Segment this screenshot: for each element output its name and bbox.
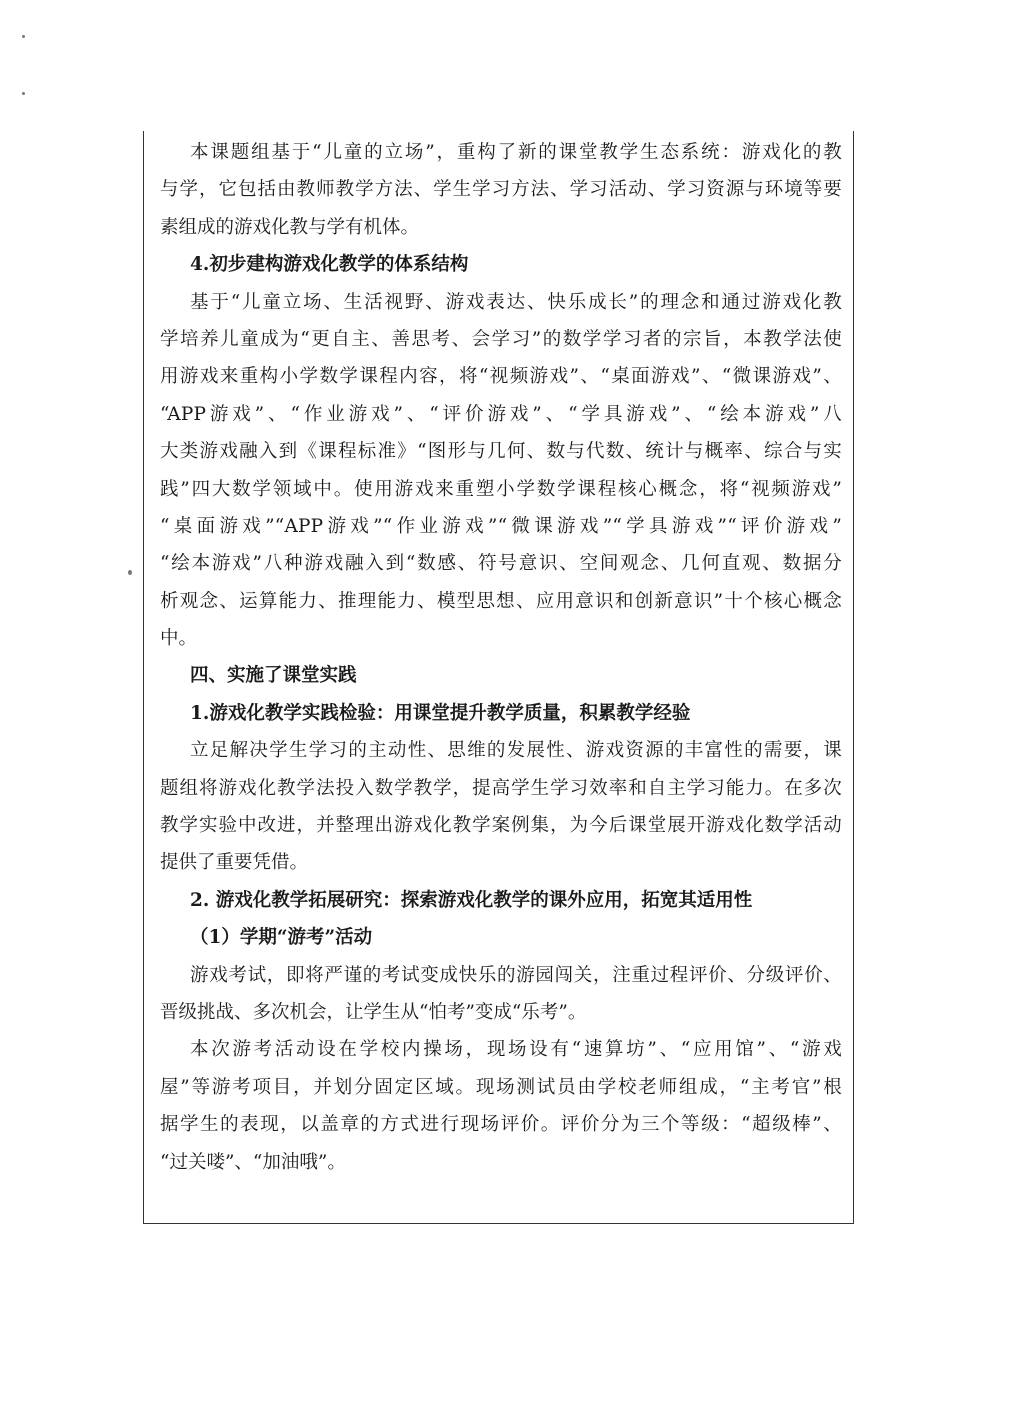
text-line: 题组将游戏化教学法投入数学教学，提高学生学习效率和自主学习能力。在多次 <box>160 777 842 799</box>
section-heading: 4.初步建构游戏化教学的体系结构 <box>190 254 469 276</box>
text-line: “桌面游戏”“APP游戏”“作业游戏”“微课游戏”“学具游戏”“评价游戏” <box>160 515 842 537</box>
text-line: 素组成的游戏化教与学有机体。 <box>160 216 420 238</box>
text-line: 屋”等游考项目，并划分固定区域。现场测试员由学校老师组成，“主考官”根 <box>160 1076 842 1098</box>
text-line: 本课题组基于“儿童的立场”，重构了新的课堂教学生态系统：游戏化的教 <box>190 142 842 163</box>
text-line: 用游戏来重构小学数学课程内容，将“视频游戏”、“桌面游戏”、“微课游戏”、 <box>160 366 842 388</box>
text-line: 游戏考试，即将严谨的考试变成快乐的游园闯关，注重过程评价、分级评价、 <box>190 964 842 986</box>
section-heading: 1.游戏化教学实践检验：用课堂提升教学质量，积累教学经验 <box>190 702 691 724</box>
scan-speck <box>22 35 25 38</box>
text-line: 立足解决学生学习的主动性、思维的发展性、游戏资源的丰富性的需要，课 <box>190 740 842 762</box>
text-line: 析观念、运算能力、推理能力、模型思想、应用意识和创新意识”十个核心概念 <box>160 590 842 612</box>
text-line: 晋级挑战、多次机会，让学生从“怕考”变成“乐考”。 <box>160 1001 587 1023</box>
text-line: 提供了重要凭借。 <box>160 852 309 874</box>
text-line: 践”四大数学领域中。使用游戏来重塑小学数学课程核心概念，将“视频游戏” <box>160 478 842 500</box>
text-line: 据学生的表现，以盖章的方式进行现场评价。评价分为三个等级：“超级棒”、 <box>160 1114 842 1136</box>
document-body <box>160 134 842 1181</box>
scan-speck <box>22 92 25 95</box>
text-line: 本次游考活动设在学校内操场，现场设有“速算坊”、“应用馆”、“游戏 <box>190 1039 842 1061</box>
text-line: 基于“儿童立场、生活视野、游戏表达、快乐成长”的理念和通过游戏化教 <box>190 291 842 313</box>
text-line: 教学实验中改进，并整理出游戏化教学案例集，为今后课堂展开游戏化数学活动 <box>160 815 842 837</box>
scan-speck <box>128 570 132 575</box>
text-line: 中。 <box>160 628 198 650</box>
text-line: 大类游戏融入到《课程标准》“图形与几何、数与代数、统计与概率、综合与实 <box>160 441 842 463</box>
text-line: “APP游戏”、“作业游戏”、“评价游戏”、“学具游戏”、“绘本游戏”八 <box>160 403 842 425</box>
section-heading: 四、实施了课堂实践 <box>190 665 357 687</box>
text-line: “过关喽”、“加油哦”。 <box>160 1151 346 1173</box>
section-heading: （1）学期“游考”活动 <box>190 927 373 949</box>
text-line: 学培养儿童成为“更自主、善思考、会学习”的数学学习者的宗旨，本教学法使 <box>160 328 842 350</box>
text-line: “绘本游戏”八种游戏融入到“数感、符号意识、空间观念、几何直观、数据分 <box>160 553 842 575</box>
section-heading: 2. 游戏化教学拓展研究：探索游戏化教学的课外应用，拓宽其适用性 <box>190 889 753 911</box>
text-line: 与学，它包括由教师教学方法、学生学习方法、学习活动、学习资源与环境等要 <box>160 179 842 201</box>
